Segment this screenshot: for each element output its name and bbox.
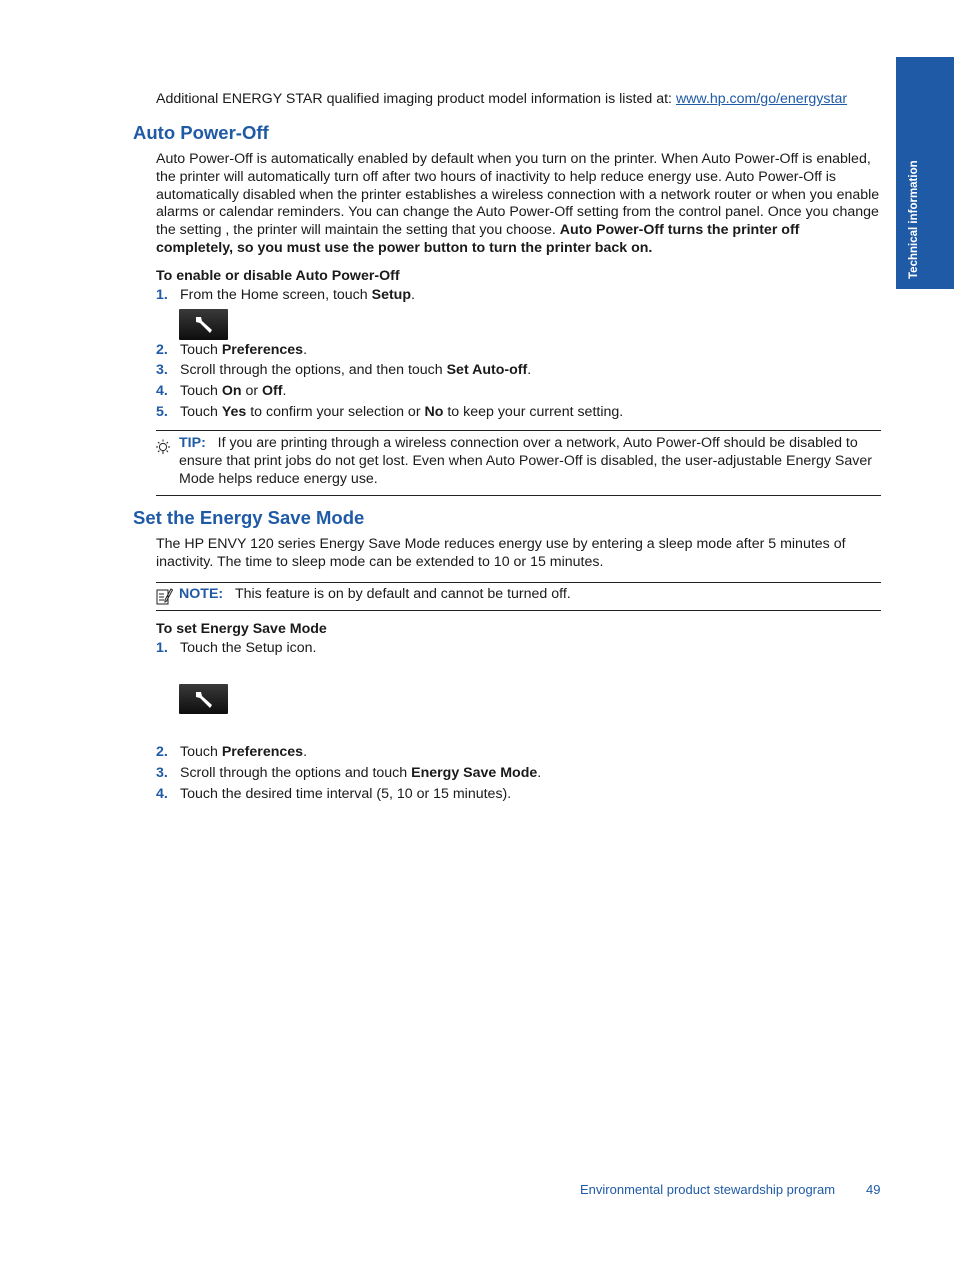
step-number: 3. [156,765,168,781]
set-energy-save-subheading: To set Energy Save Mode [156,621,327,637]
step-bold: Preferences [221,342,304,358]
tip-text: If you are printing through a wireless connection over a network, Auto Power-Off should be disabled to ensure that print jobs do not get lost. Even when Auto Power-Off is disabled, the user-adjustable Energy Saver Mode helps reduce energy use. [179,435,872,487]
lightbulb-icon [155,439,171,463]
note-top-divider [156,582,881,583]
energy-save-heading: Set the Energy Save Mode [133,507,365,528]
step-text: Touch [180,404,222,420]
step-text: Touch [180,744,222,760]
step-text: Touch the desired time interval (5, 10 or 15 minutes). [180,786,512,802]
setup-wrench-icon [179,684,228,714]
step-text: Scroll through the options and touch [180,765,412,781]
step-text: to confirm your selection or [246,404,425,420]
tip-bottom-divider [156,495,881,496]
step-text: Scroll through the options, and then touch [180,362,447,378]
note-label: NOTE: [179,586,224,602]
step-text: Touch the Setup icon. [180,640,317,656]
step-text: . [537,765,542,781]
step-bold: Off [262,383,283,399]
step-text: . [411,287,415,303]
step-text: . [282,383,287,399]
auto-power-off-body [156,151,880,258]
step-number: 5. [156,404,168,420]
step-bold: Preferences [221,744,304,760]
note-bottom-divider [156,610,881,611]
step-bold: No [424,404,444,420]
step-bold: Energy Save Mode [411,765,538,781]
step-text: or [241,383,263,399]
enable-disable-subheading: To enable or disable Auto Power-Off [156,268,400,284]
tip-top-divider [156,430,881,431]
page-number: 49 [866,1182,881,1197]
step-number: 2. [156,342,168,358]
auto-power-off-body-bold: Auto Power-Off turns the printer off completely, so you must use the power button to turn the printer back on. [156,222,800,256]
step-text: From the Home screen, touch [180,287,372,303]
step-number: 1. [156,640,168,656]
energystar-link[interactable]: www.hp.com/go/energystar [675,91,848,107]
step-bold: On [221,383,242,399]
step-number: 4. [156,786,168,802]
step-text: . [303,342,308,358]
step-text: Touch [180,342,222,358]
step-text: to keep your current setting. [443,404,624,420]
footer-section-title: Environmental product stewardship program [580,1182,836,1197]
step-text: . [303,744,308,760]
section-side-tab [896,57,954,289]
note-text-block [179,586,879,604]
step-number: 1. [156,287,168,303]
note-text: This feature is on by default and cannot be turned off. [234,586,571,602]
tip-text-block [179,435,879,488]
step-text: . [527,362,532,378]
auto-power-off-body-text: Auto Power-Off is automatically enabled by default when you turn on the printer. When Auto Power-Off is enabled, the printer will automatically turn off after two hours of inactivity to help reduce energy use. Auto Power-Off is automatically disabled when the printer establishes a wireless connection with a network router or when you enable alarms or calendar reminders. You can change the Auto Power-Off setting from the control panel. Once you change the setting , the printer will maintain the setting that you choose. [156,151,880,239]
step-text: Touch [180,383,222,399]
step-bold: Set Auto-off [446,362,528,378]
step-bold: Yes [221,404,247,420]
step-number: 2. [156,744,168,760]
energy-save-body: The HP ENVY 120 series Energy Save Mode reduces energy use by entering a sleep mode after 5 minutes of inactivity. The time to sleep mode can be extended to 10 or 15 minutes. [156,536,846,570]
setup-wrench-icon [179,309,228,340]
note-icon [156,587,173,611]
intro-paragraph [156,91,880,109]
step-bold: Setup [371,287,412,303]
step-number: 3. [156,362,168,378]
auto-power-off-heading: Auto Power-Off [133,122,269,143]
step-number: 4. [156,383,168,399]
intro-text: Additional ENERGY STAR qualified imaging product model information is listed at: [156,91,676,107]
side-tab-label: Technical information [908,160,920,279]
tip-label: TIP: [179,435,206,451]
